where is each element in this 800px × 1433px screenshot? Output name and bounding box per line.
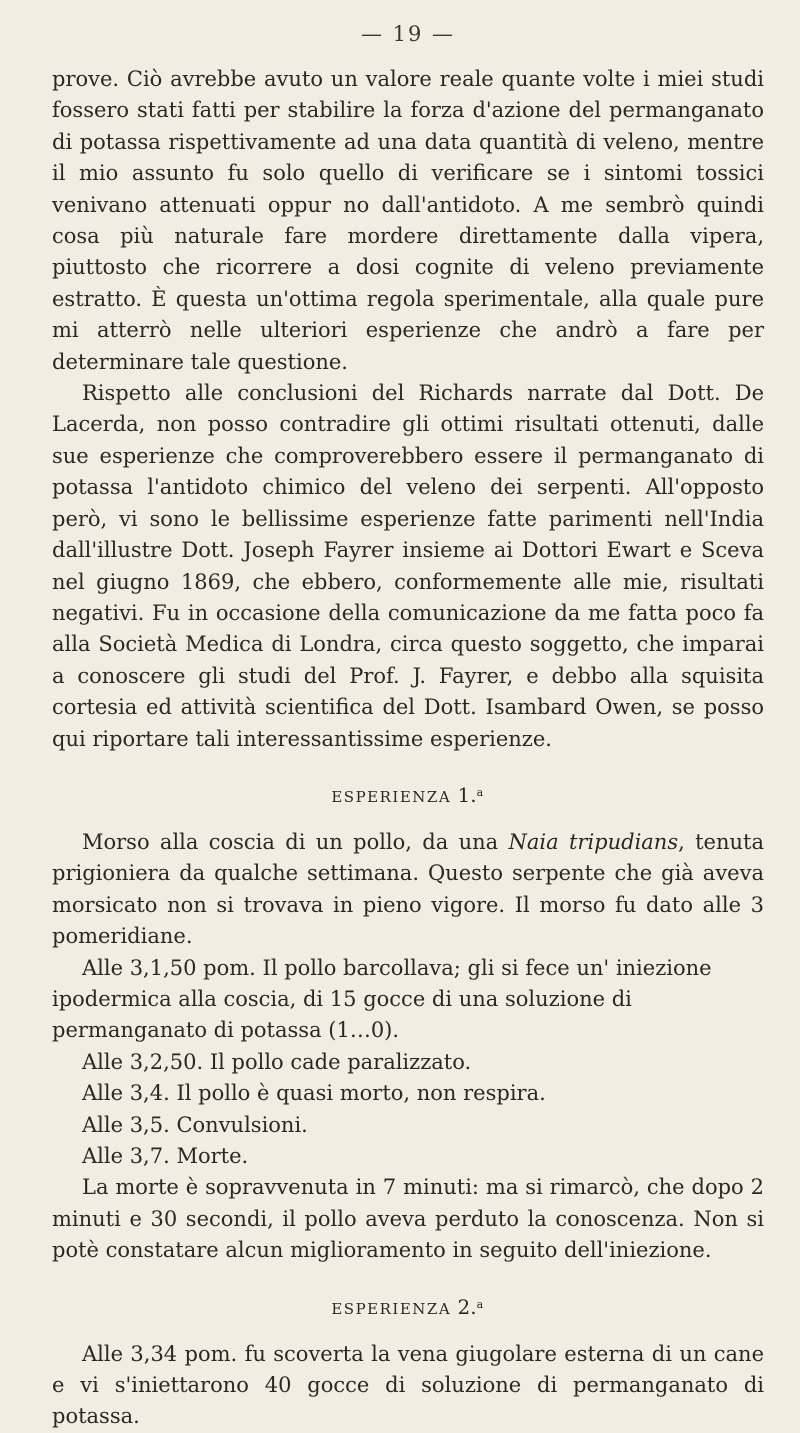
experiment-2-heading — [52, 1295, 764, 1319]
page-number: — 19 — — [360, 22, 456, 46]
experiment-1-intro — [52, 827, 764, 953]
species-name: Naia tripudians — [508, 829, 679, 854]
experiment-2-text: Alle 3,34 pom. fu scoverta la vena giugolare esterna di un cane e vi s'iniettarono 40 gocce di soluzione di permanganato di potassa. — [52, 1341, 764, 1429]
experiment-1-entry: Alle 3,7. Morte. — [82, 1144, 249, 1168]
experiment-1-entry: Alle 3,1,50 pom. Il pollo barcollava; gli si fece un' iniezione ipodermica alla coscia, di 15 gocce di una soluzione di permanganato di potassa (1…0). — [52, 955, 712, 1043]
paragraph-richards: Rispetto alle conclusioni del Richards narrate dal Dott. De Lacerda, non posso contradire gli ottimi risultati ottenuti, dalle sue esperienze che comproverebbero essere il permanganato di potassa l'antidoto chimico del veleno dei serpenti. All'opposto però, vi sono le bellissime esperienze fatte parimenti nell'India dall'illustre Dott. Joseph Fayrer insieme ai Dottori Ewart e Sceva nel giugno 1869, che ebbero, conformemente alle mie, risultati negativi. Fu in occasione della comunicazione da me fatta poco fa alla Società Medica di Londra, circa questo soggetto, che imparai a conoscere gli studi del Prof. J. Fayrer, e debbo alla squisita cortesia ed attività scientifica del Dott. Isambard Owen, se posso qui riportare tali interessantissime esperienze. — [52, 381, 764, 751]
paragraph-continuation: prove. Ciò avrebbe avuto un valore reale quante volte i miei studi fossero stati fatti per stabilire la forza d'azione del permanganato di potassa rispettivamente ad una data quantità di veleno, mentre il mio assunto fu solo quello di verificare se i sintomi tossici venivano attenuati oppur no dall'antidoto. A me sembrò quindi cosa più naturale fare mordere direttamente dalla vipera, piuttosto che ricorrere a dosi cognite di veleno previamente estratto. È questa un'ottima regola sperimentale, alla quale pure mi atterrò nelle ulteriori esperienze che andrò a fare per determinare tale questione. — [52, 67, 764, 374]
experiment-1-heading-word: ESPERIENZA — [331, 787, 452, 806]
experiment-1-heading-sup: a — [476, 785, 485, 799]
experiment-1-heading-number: 1. — [457, 782, 477, 807]
experiment-1-entry: Alle 3,5. Convulsioni. — [82, 1112, 308, 1137]
experiment-1-intro-before: Morso alla coscia di un pollo, da una — [82, 829, 509, 854]
experiment-2-heading-number: 2. — [457, 1294, 477, 1319]
experiment-1-intro-after: , tenuta prigioniera da qualche settimana. Questo serpente che già aveva morsicato non si trovava in pieno vigore. Il morso fu dato alle 3 pomeridiane. — [52, 829, 764, 949]
experiment-1-entry: Alle 3,4. Il pollo è quasi morto, non respira. — [82, 1081, 546, 1106]
experiment-2-heading-sup: a — [476, 1297, 485, 1311]
experiment-1-heading — [52, 783, 764, 807]
experiment-1-conclusion: La morte è sopravvenuta in 7 minuti: ma si rimarcò, che dopo 2 minuti e 30 secondi, il pollo aveva perduto la conoscenza. Non si potè constatare alcun miglioramento in seguito dell'iniezione. — [52, 1175, 764, 1263]
experiment-2-heading-word: ESPERIENZA — [331, 1299, 452, 1318]
experiment-1-entry: Alle 3,2,50. Il pollo cade paralizzato. — [82, 1049, 472, 1074]
document-page — [52, 22, 764, 1433]
